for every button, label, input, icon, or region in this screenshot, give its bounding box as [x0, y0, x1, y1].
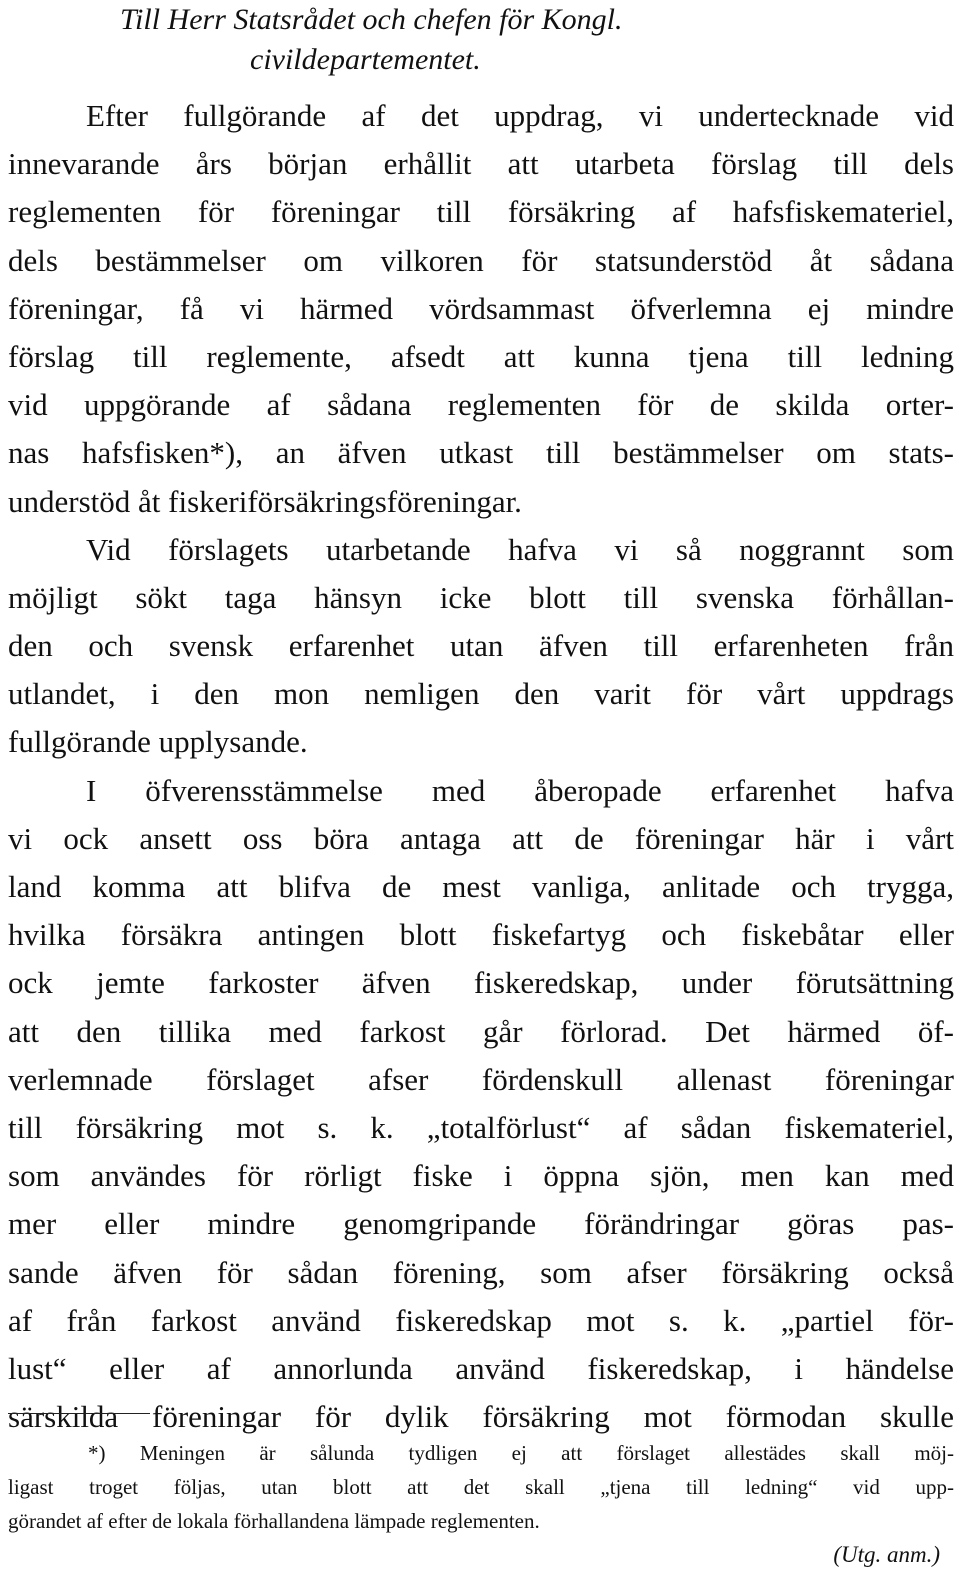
footnote: [8, 1436, 954, 1572]
text-line: föreningar, få vi härmed vördsammast öfverlemna ej mindre: [8, 290, 954, 326]
text-line: understöd åt fiskeriförsäkringsföreningar.: [8, 483, 522, 519]
heading-line: Till Herr Statsrådet och chefen för Kongl.: [120, 3, 623, 36]
text-line: nas hafsfisken*), an äfven utkast till bestämmelser om stats-: [8, 435, 954, 471]
text-line: fullgörande upplysande.: [8, 724, 308, 760]
text-line: särskilda föreningar för dylik försäkring mot förmodan skulle: [8, 1399, 954, 1435]
text-line: af från farkost använd fiskeredskap mot s. k. „partiel för-: [8, 1302, 954, 1338]
document-page: [8, 0, 954, 1567]
text-line: land komma att blifva de mest vanliga, anlitade och trygga,: [8, 869, 954, 904]
text-line: dels bestämmelser om vilkoren för statsunderstöd åt sådana: [8, 242, 954, 278]
text-line: utlandet, i den mon nemligen den varit för vårt uppdrags: [8, 676, 954, 712]
editor-note: (Utg. anm.): [833, 1542, 940, 1567]
text-line: hvilka försäkra antingen blott fiskefartyg och fiskebåtar eller: [8, 917, 954, 953]
text-line: till försäkring mot s. k. „totalförlust“ af sådan fiskemateriel,: [8, 1109, 954, 1145]
text-line: Efter fullgörande af det uppdrag, vi undertecknade vid: [86, 98, 954, 133]
paragraph-3: [8, 767, 954, 1442]
text-line: Vid förslagets utarbetande hafva vi så noggrannt som: [86, 531, 954, 567]
footnote-divider: [8, 1413, 150, 1414]
text-line: verlemnade förslaget afser fördenskull allenast föreningar: [8, 1061, 954, 1097]
text-line: den och svensk erfarenhet utan äfven till erfarenheten från: [8, 628, 954, 664]
text-line: att den tillika med farkost går förlorad. Det härmed öf-: [8, 1013, 954, 1049]
text-line: vi ock ansett oss böra antaga att de föreningar här i vårt: [8, 820, 954, 856]
text-line: möjligt sökt taga hänsyn icke blott till svenska förhållan-: [8, 579, 954, 615]
footnote-line: *) Meningen är sålunda tydligen ej att förslaget allestädes skall möj-: [88, 1441, 954, 1465]
text-line: ock jemte farkoster äfven fiskeredskap, under förutsättning: [8, 965, 954, 1001]
paragraph-1: [8, 92, 954, 526]
text-line: lust“ eller af annorlunda använd fiskeredskap, i händelse: [8, 1350, 954, 1386]
footnote-line: ligast troget följas, utan blott att det skall „tjena till ledning“ vid upp-: [8, 1475, 954, 1499]
paragraph-2: [8, 526, 954, 767]
text-line: förslag till reglemente, afsedt att kunna tjena till ledning: [8, 338, 954, 374]
text-line: vid uppgörande af sådana reglementen för de skilda orter-: [8, 387, 954, 423]
heading-line: civildepartementet.: [250, 43, 481, 76]
text-line: reglementen för föreningar till försäkring af hafsfiskemateriel,: [8, 194, 954, 230]
letter-heading: [8, 0, 954, 80]
text-line: innevarande års början erhållit att utarbeta förslag till dels: [8, 146, 954, 182]
text-line: sande äfven för sådan förening, som afser försäkring också: [8, 1254, 954, 1290]
text-line: mer eller mindre genomgripande förändringar göras pas-: [8, 1206, 954, 1242]
text-line: I öfverensstämmelse med åberopade erfarenhet hafva: [86, 772, 954, 808]
footnote-line: görandet af efter de lokala förhallandena lämpade reglementen.: [8, 1509, 540, 1533]
text-line: som användes för rörligt fiske i öppna sjön, men kan med: [8, 1158, 954, 1194]
